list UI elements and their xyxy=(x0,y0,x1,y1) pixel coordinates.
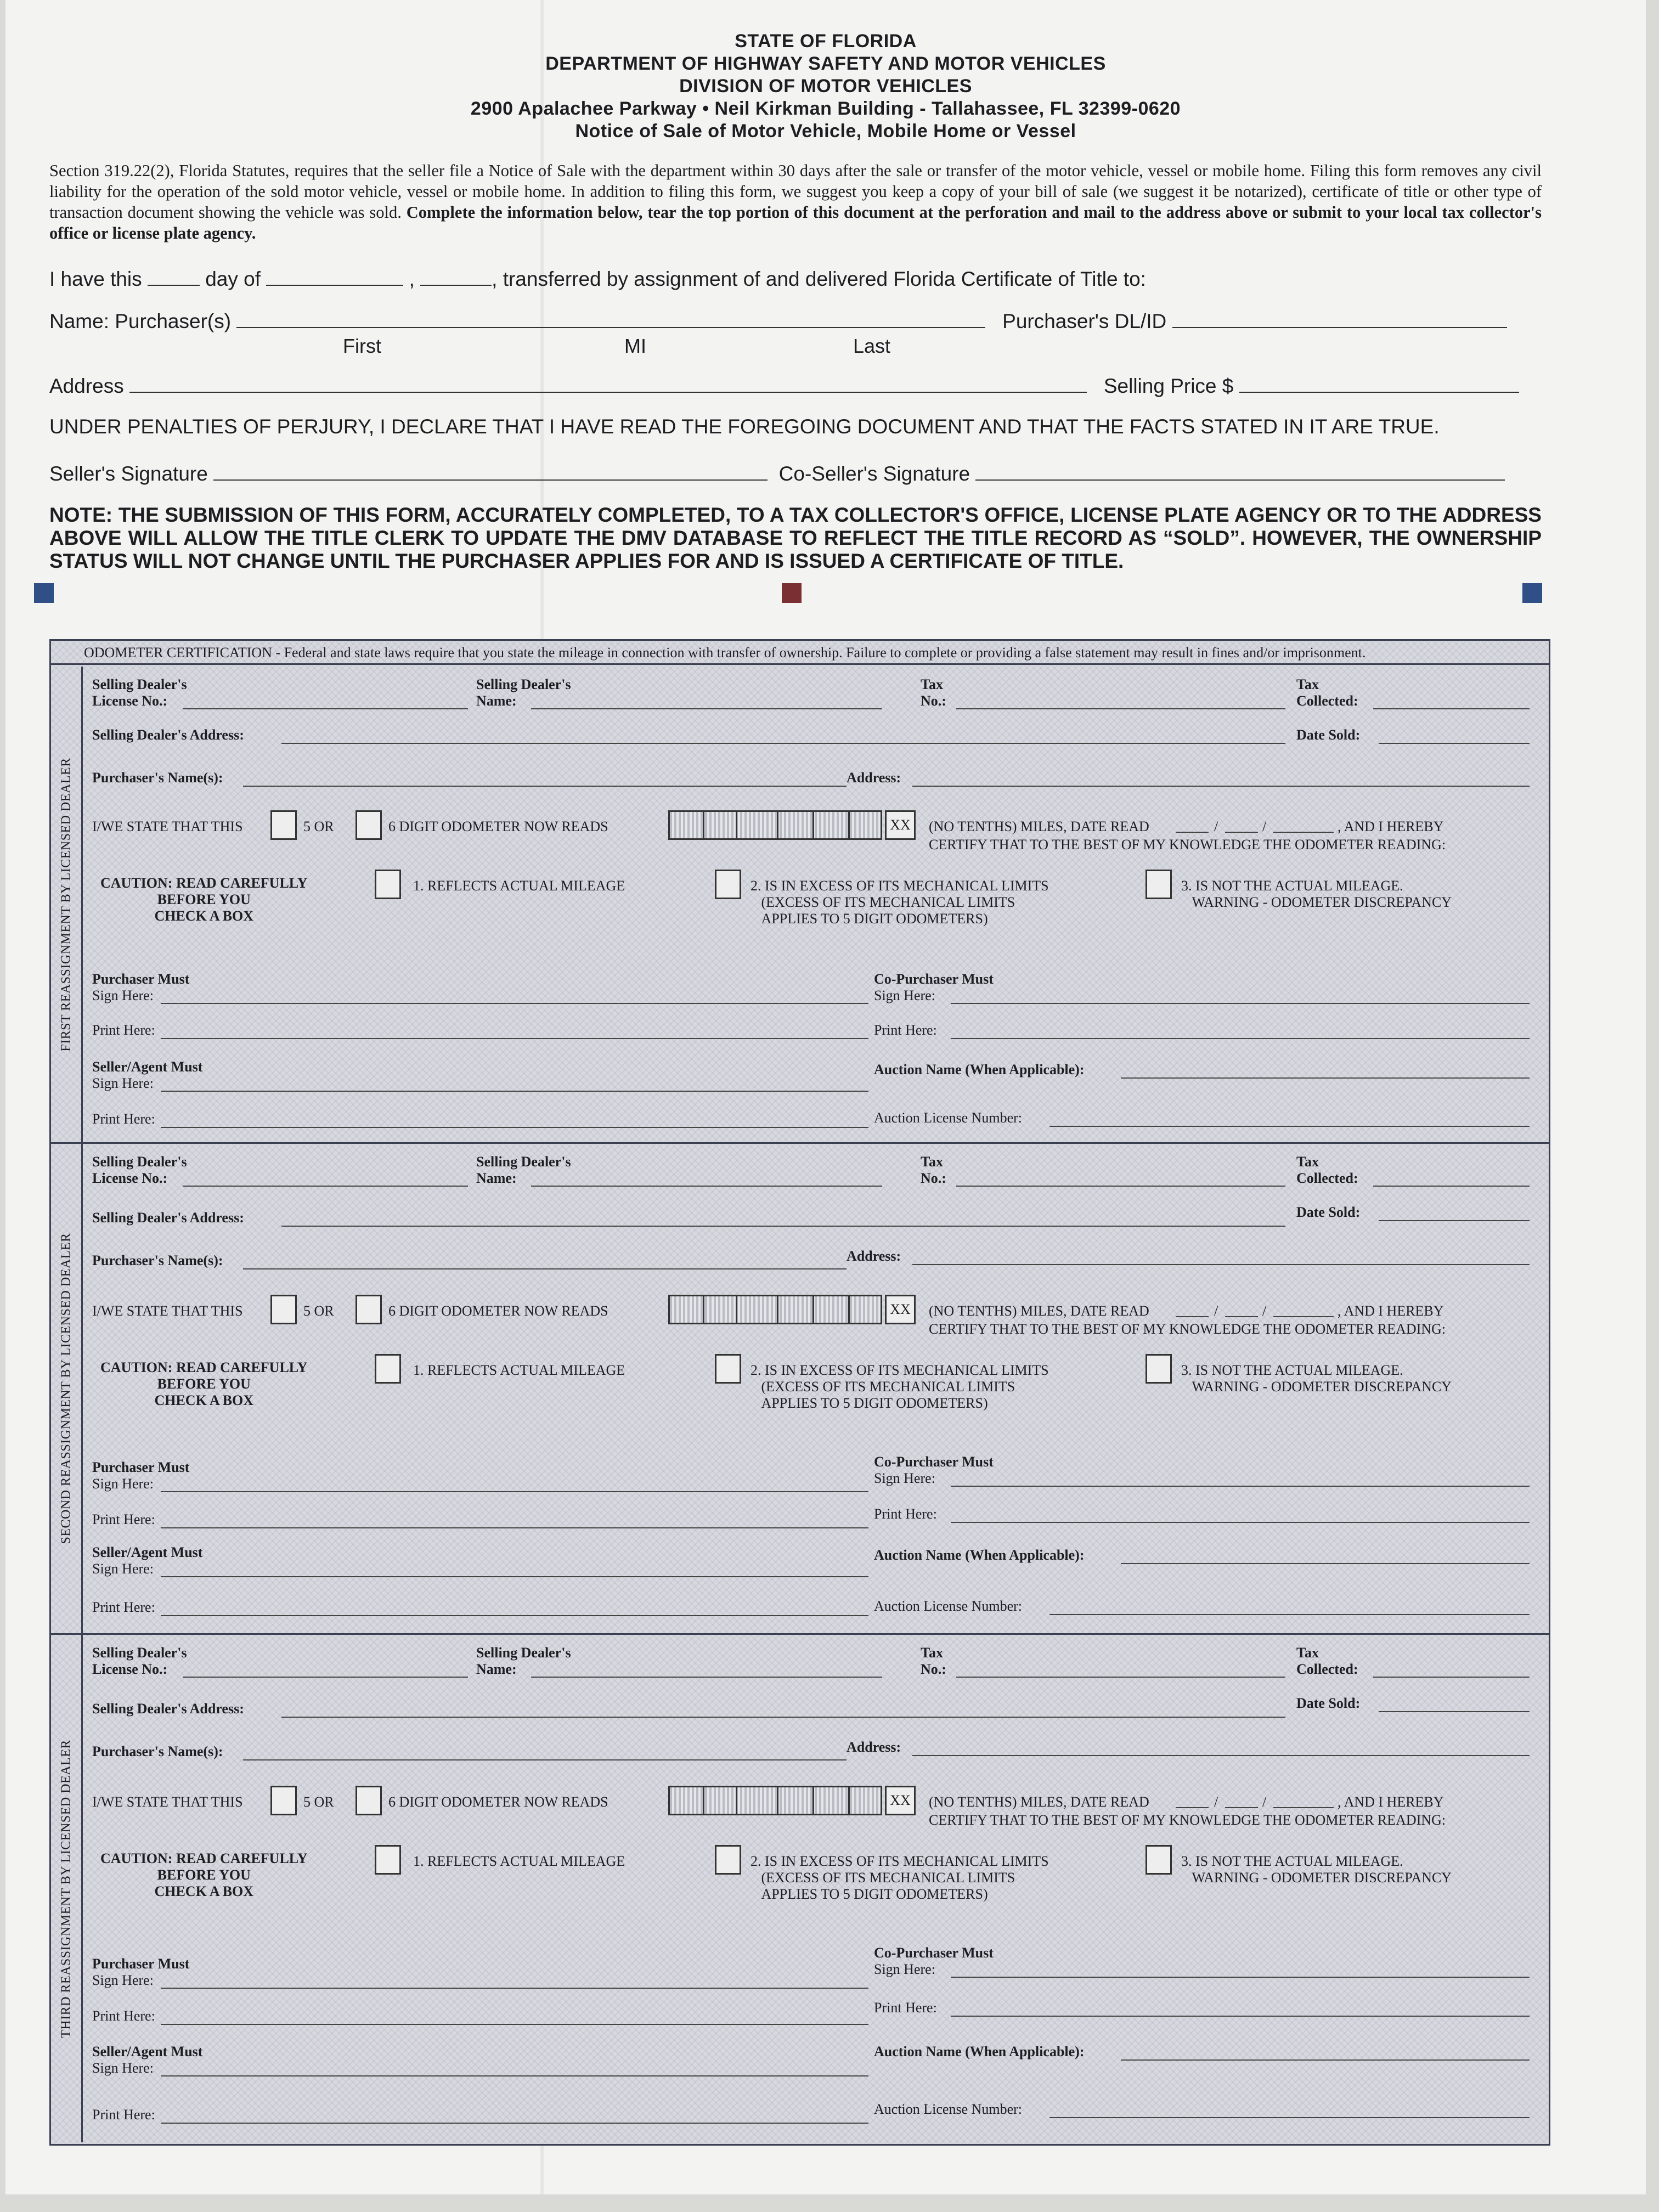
label-certify: CERTIFY THAT TO THE BEST OF MY KNOWLEDGE THE ODOMETER READING: xyxy=(929,1812,1446,1828)
label-option1: 1. REFLECTS ACTUAL MILEAGE xyxy=(413,1362,625,1378)
label-tax-no: Tax No.: xyxy=(921,1154,946,1186)
date-read-month[interactable] xyxy=(1176,831,1209,833)
six-digit-checkbox[interactable] xyxy=(356,810,382,840)
sd-name-field[interactable] xyxy=(531,1676,882,1678)
label-option3: 3. IS NOT THE ACTUAL MILEAGE. WARNING - ODOMETER DISCREPANCY xyxy=(1181,1362,1452,1395)
tax-no-field[interactable] xyxy=(956,1185,1285,1187)
copurchaser-sign-field[interactable] xyxy=(951,1485,1530,1487)
date-read-year[interactable] xyxy=(1273,831,1334,833)
label-date-sold: Date Sold: xyxy=(1296,1204,1361,1220)
date-sep: / xyxy=(1262,1794,1267,1810)
label-we-state: I/WE STATE THAT THIS xyxy=(92,1303,243,1319)
label-print-here: Print Here: xyxy=(92,1022,155,1038)
label-purchaser-names: Purchaser's Name(s): xyxy=(92,1252,223,1268)
label-certify: CERTIFY THAT TO THE BEST OF MY KNOWLEDGE THE ODOMETER READING: xyxy=(929,1321,1446,1337)
label-option2: 2. IS IN EXCESS OF ITS MECHANICAL LIMITS (EXCESS OF ITS MECHANICAL LIMITS APPLIES TO 5 DIGIT ODOMETERS) xyxy=(751,1853,1049,1902)
label-last: Last xyxy=(853,335,891,357)
five-digit-checkbox[interactable] xyxy=(270,810,297,840)
label-sd-license: Selling Dealer's License No.: xyxy=(92,1645,187,1677)
option2-checkbox[interactable] xyxy=(715,1354,741,1384)
statute-instructions: Complete the information below, tear the top portion of this document at the perforation and mail to the address above or submit to your local tax collector's office or license plate agency. xyxy=(49,203,1542,242)
label-print-here: Print Here: xyxy=(874,1506,937,1522)
purchaser-name-row xyxy=(49,310,1507,333)
auction-name-field[interactable] xyxy=(1121,1077,1530,1079)
label-print-here: Print Here: xyxy=(92,2107,155,2123)
label-print-here: Print Here: xyxy=(92,2008,155,2024)
year-field[interactable] xyxy=(420,284,492,286)
address-field[interactable] xyxy=(129,391,1087,393)
option1-checkbox[interactable] xyxy=(375,870,401,899)
five-digit-checkbox[interactable] xyxy=(270,1786,297,1815)
auction-license-field[interactable] xyxy=(1049,1125,1530,1127)
statute-text: Section 319.22(2), Florida Statutes, requires that the seller file a Notice of Sale with the department within 30 days after the sale or transfer of the motor vehicle, vessel or mobile home. Filing this form removes any civil liability for the operation of the sold motor vehicle, vessel or mobile home. In addition to filing this form, we suggest you keep a copy of your bill of sale (we suggest it be notarized), certificate of title or other type of transaction document showing the vehicle was sold. xyxy=(49,161,1542,222)
label-print-here: Print Here: xyxy=(92,1599,155,1615)
purchaser-sign-field[interactable] xyxy=(161,1491,868,1492)
label-sd-address: Selling Dealer's Address: xyxy=(92,1701,244,1717)
header-form-title: Notice of Sale of Motor Vehicle, Mobile Home or Vessel xyxy=(575,121,1076,142)
side-label-text: SECOND REASSIGNMENT BY LICENSED DEALER xyxy=(59,1233,73,1544)
copurchaser-print-field[interactable] xyxy=(951,1037,1530,1039)
label-six-digit: 6 DIGIT ODOMETER NOW READS xyxy=(388,819,608,834)
purchaser-names-field[interactable] xyxy=(243,1759,847,1760)
label-auction-name: Auction Name (When Applicable): xyxy=(874,1062,1085,1077)
date-sold-field[interactable] xyxy=(1379,1711,1530,1712)
auction-name-field[interactable] xyxy=(1121,1562,1530,1564)
label-no-tenths: (NO TENTHS) MILES, DATE READ xyxy=(929,819,1149,834)
label-we-state: I/WE STATE THAT THIS xyxy=(92,1794,243,1810)
label-date-sold: Date Sold: xyxy=(1296,1695,1361,1711)
purchaser-address-field[interactable] xyxy=(912,1754,1530,1756)
label-address: Address: xyxy=(847,770,901,786)
option2-checkbox[interactable] xyxy=(715,1845,741,1875)
label-day-of: day of xyxy=(205,268,261,290)
sd-license-field[interactable] xyxy=(183,1185,468,1187)
tenths-xx: XX xyxy=(885,1786,916,1815)
purchaser-names-field[interactable] xyxy=(243,1268,847,1269)
odometer-title: ODOMETER CERTIFICATION - Federal and state laws require that you state the mileage in connection with transfer of ownership. Failure to complete or providing a false statement may result in fines and/or imprisonment. xyxy=(51,641,1549,665)
seller-sign-field[interactable] xyxy=(161,1090,868,1092)
label-copurchaser-must: Co-Purchaser Must Sign Here: xyxy=(874,1454,994,1486)
label-seller-agent-must: Seller/Agent Must Sign Here: xyxy=(92,1544,203,1577)
purchaser-print-field[interactable] xyxy=(161,1037,868,1039)
label-purchaser-must: Purchaser Must Sign Here: xyxy=(92,1956,190,1988)
form-header xyxy=(5,30,1646,143)
label-sd-name: Selling Dealer's Name: xyxy=(476,1154,571,1186)
option1-checkbox[interactable] xyxy=(375,1354,401,1384)
label-transferred: , transferred by assignment of and delivered Florida Certificate of Title to: xyxy=(492,268,1146,290)
reassignment-section-2 xyxy=(51,1144,1549,1635)
blue-marker-right xyxy=(1522,583,1542,603)
month-field[interactable] xyxy=(266,284,403,286)
tax-no-field[interactable] xyxy=(956,1676,1285,1678)
reassignment-section-1 xyxy=(51,667,1549,1144)
label-tax-collected: Tax Collected: xyxy=(1296,1645,1358,1677)
blue-marker-left xyxy=(34,583,54,603)
label-seller-agent-must: Seller/Agent Must Sign Here: xyxy=(92,1059,203,1091)
label-option1: 1. REFLECTS ACTUAL MILEAGE xyxy=(413,878,625,894)
address-row xyxy=(49,375,1519,398)
seller-print-field[interactable] xyxy=(161,1126,868,1128)
section-side-label xyxy=(51,1144,83,1633)
red-marker-center xyxy=(782,583,802,603)
date-read-year[interactable] xyxy=(1273,1807,1334,1808)
label-auction-license: Auction License Number: xyxy=(874,1110,1023,1126)
label-sd-license: Selling Dealer's License No.: xyxy=(92,676,187,709)
label-seller-agent-must: Seller/Agent Must Sign Here: xyxy=(92,2044,203,2076)
header-address: 2900 Apalachee Parkway • Neil Kirkman Building - Tallahassee, FL 32399-0620 xyxy=(470,98,1181,119)
coseller-signature-field[interactable] xyxy=(975,479,1505,481)
signature-row xyxy=(49,462,1505,486)
label-certify: CERTIFY THAT TO THE BEST OF MY KNOWLEDGE THE ODOMETER READING: xyxy=(929,837,1446,853)
label-purchaser-names: Purchaser's Name(s): xyxy=(92,770,223,786)
copurchaser-print-field[interactable] xyxy=(951,2015,1530,2017)
option2-checkbox[interactable] xyxy=(715,870,741,899)
label-five-or: 5 OR xyxy=(303,1794,334,1810)
label-option1: 1. REFLECTS ACTUAL MILEAGE xyxy=(413,1853,625,1869)
label-copurchaser-must: Co-Purchaser Must Sign Here: xyxy=(874,971,994,1003)
label-print-here: Print Here: xyxy=(92,1511,155,1527)
option3-checkbox[interactable] xyxy=(1146,1845,1172,1875)
header-division: DIVISION OF MOTOR VEHICLES xyxy=(679,76,972,97)
label-we-state: I/WE STATE THAT THIS xyxy=(92,819,243,834)
label-first: First xyxy=(343,335,381,357)
label-auction-name: Auction Name (When Applicable): xyxy=(874,2044,1085,2059)
label-address: Address xyxy=(49,375,124,397)
tax-no-field[interactable] xyxy=(956,708,1285,709)
label-tax-no: Tax No.: xyxy=(921,1645,946,1677)
tax-collected-field[interactable] xyxy=(1373,1185,1530,1187)
copurchaser-print-field[interactable] xyxy=(951,1521,1530,1523)
seller-print-field[interactable] xyxy=(161,2122,868,2124)
seller-signature-field[interactable] xyxy=(213,479,768,481)
sd-license-field[interactable] xyxy=(183,708,468,709)
option1-checkbox[interactable] xyxy=(375,1845,401,1875)
label-print-here: Print Here: xyxy=(874,2000,937,2016)
purchaser-sign-field[interactable] xyxy=(161,1002,868,1004)
label-option3: 3. IS NOT THE ACTUAL MILEAGE. WARNING - ODOMETER DISCREPANCY xyxy=(1181,878,1452,910)
section-side-label xyxy=(51,667,83,1142)
reassignment-section-3 xyxy=(51,1635,1549,2142)
purchaser-print-field[interactable] xyxy=(161,1527,868,1528)
copurchaser-sign-field[interactable] xyxy=(951,1976,1530,1978)
sd-address-field[interactable] xyxy=(281,1225,1285,1227)
caution-text: CAUTION: READ CAREFULLY BEFORE YOU CHECK A BOX xyxy=(100,875,308,924)
label-tax-collected: Tax Collected: xyxy=(1296,676,1358,709)
option3-checkbox[interactable] xyxy=(1146,1354,1172,1384)
label-six-digit: 6 DIGIT ODOMETER NOW READS xyxy=(388,1794,608,1810)
purchaser-print-field[interactable] xyxy=(161,2023,868,2025)
label-purchaser-must: Purchaser Must Sign Here: xyxy=(92,971,190,1003)
label-address: Address: xyxy=(847,1248,901,1264)
side-label-text: THIRD REASSIGNMENT BY LICENSED DEALER xyxy=(59,1739,73,2038)
date-sep: / xyxy=(1262,819,1267,834)
form-page xyxy=(5,0,1646,2194)
label-auction-name: Auction Name (When Applicable): xyxy=(874,1547,1085,1563)
label-sd-address: Selling Dealer's Address: xyxy=(92,1210,244,1226)
purchaser-dl-field[interactable] xyxy=(1172,326,1507,328)
label-seller-signature: Seller's Signature xyxy=(49,462,208,485)
label-mi: MI xyxy=(624,335,646,357)
label-selling-price: Selling Price $ xyxy=(1103,375,1234,397)
label-no-tenths: (NO TENTHS) MILES, DATE READ xyxy=(929,1794,1149,1810)
purchaser-names-field[interactable] xyxy=(243,785,847,787)
label-address: Address: xyxy=(847,1739,901,1755)
six-digit-checkbox[interactable] xyxy=(356,1295,382,1324)
transfer-row xyxy=(49,268,1146,291)
header-department: DEPARTMENT OF HIGHWAY SAFETY AND MOTOR VEHICLES xyxy=(545,53,1106,74)
label-purchaser-dl: Purchaser's DL/ID xyxy=(1002,310,1167,332)
label-no-tenths: (NO TENTHS) MILES, DATE READ xyxy=(929,1303,1149,1319)
purchaser-address-field[interactable] xyxy=(912,1263,1530,1265)
purchaser-name-field[interactable] xyxy=(236,326,985,328)
section-side-label xyxy=(51,1635,83,2142)
label-comma: , xyxy=(409,268,415,290)
label-tax-no: Tax No.: xyxy=(921,676,946,709)
label-purchaser-names: Purchaser's Name(s): xyxy=(92,1743,223,1759)
odometer-digits[interactable] xyxy=(668,810,882,840)
odometer-digits[interactable] xyxy=(668,1786,882,1815)
date-read-day[interactable] xyxy=(1225,1807,1258,1808)
label-auction-license: Auction License Number: xyxy=(874,2101,1023,2117)
sd-license-field[interactable] xyxy=(183,1676,468,1678)
label-copurchaser-must: Co-Purchaser Must Sign Here: xyxy=(874,1945,994,1977)
note-paragraph: NOTE: THE SUBMISSION OF THIS FORM, ACCURATELY COMPLETED, TO A TAX COLLECTOR'S OFFICE, LICENSE PLATE AGENCY OR TO THE ADDRESS ABOVE WILL ALLOW THE TITLE CLERK TO UPDATE THE DMV DATABASE TO REFLECT THE TITLE RECORD AS “SOLD”. HOWEVER, THE OWNERSHIP STATUS WILL NOT CHANGE UNTIL THE PURCHASER APPLIES FOR AND IS ISSUED A CERTIFICATE OF TITLE. xyxy=(49,504,1542,572)
copurchaser-sign-field[interactable] xyxy=(951,1002,1530,1004)
purchaser-sign-field[interactable] xyxy=(161,1987,868,1989)
label-print-here: Print Here: xyxy=(874,1022,937,1038)
label-sd-license: Selling Dealer's License No.: xyxy=(92,1154,187,1186)
sd-address-field[interactable] xyxy=(281,1716,1285,1718)
odometer-certification-form xyxy=(49,639,1550,2146)
label-sd-address: Selling Dealer's Address: xyxy=(92,727,244,743)
label-hereby: , AND I HEREBY xyxy=(1338,1794,1444,1810)
date-sold-field[interactable] xyxy=(1379,1220,1530,1221)
date-sep: / xyxy=(1214,1794,1218,1810)
label-name-purchaser: Name: Purchaser(s) xyxy=(49,310,232,332)
auction-name-field[interactable] xyxy=(1121,2059,1530,2061)
seller-sign-field[interactable] xyxy=(161,1576,868,1577)
side-label-text: FIRST REASSIGNMENT BY LICENSED DEALER xyxy=(59,757,73,1052)
option3-checkbox[interactable] xyxy=(1146,870,1172,899)
label-option3: 3. IS NOT THE ACTUAL MILEAGE. WARNING - ODOMETER DISCREPANCY xyxy=(1181,1853,1452,1886)
seller-print-field[interactable] xyxy=(161,1615,868,1616)
label-sd-name: Selling Dealer's Name: xyxy=(476,676,571,709)
sd-address-field[interactable] xyxy=(281,742,1285,744)
date-sep: / xyxy=(1214,819,1218,834)
tenths-xx: XX xyxy=(885,810,916,840)
label-option2: 2. IS IN EXCESS OF ITS MECHANICAL LIMITS (EXCESS OF ITS MECHANICAL LIMITS APPLIES TO 5 DIGIT ODOMETERS) xyxy=(751,1362,1049,1411)
label-tax-collected: Tax Collected: xyxy=(1296,1154,1358,1186)
date-read-day[interactable] xyxy=(1225,831,1258,833)
tax-collected-field[interactable] xyxy=(1373,708,1530,709)
perjury-statement: UNDER PENALTIES OF PERJURY, I DECLARE THAT I HAVE READ THE FOREGOING DOCUMENT AND THAT THE FACTS STATED IN IT ARE TRUE. xyxy=(49,415,1440,438)
odometer-digits[interactable] xyxy=(668,1295,882,1324)
label-five-or: 5 OR xyxy=(303,819,334,834)
date-read-year[interactable] xyxy=(1273,1316,1334,1317)
label-sd-name: Selling Dealer's Name: xyxy=(476,1645,571,1677)
date-read-day[interactable] xyxy=(1225,1316,1258,1317)
auction-license-field[interactable] xyxy=(1049,1613,1530,1615)
seller-sign-field[interactable] xyxy=(161,2075,868,2076)
sd-name-field[interactable] xyxy=(531,1185,882,1187)
label-print-here: Print Here: xyxy=(92,1111,155,1127)
auction-license-field[interactable] xyxy=(1049,2117,1530,2118)
five-digit-checkbox[interactable] xyxy=(270,1295,297,1324)
header-state: STATE OF FLORIDA xyxy=(735,31,917,52)
label-have-this: I have this xyxy=(49,268,142,290)
label-option2: 2. IS IN EXCESS OF ITS MECHANICAL LIMITS (EXCESS OF ITS MECHANICAL LIMITS APPLIES TO 5 DIGIT ODOMETERS) xyxy=(751,878,1049,927)
date-sep: / xyxy=(1262,1303,1267,1319)
tax-collected-field[interactable] xyxy=(1373,1676,1530,1678)
label-auction-license: Auction License Number: xyxy=(874,1598,1023,1614)
purchaser-address-field[interactable] xyxy=(912,785,1530,787)
date-sep: / xyxy=(1214,1303,1218,1319)
date-read-month[interactable] xyxy=(1176,1316,1209,1317)
label-hereby: , AND I HEREBY xyxy=(1338,1303,1444,1319)
label-six-digit: 6 DIGIT ODOMETER NOW READS xyxy=(388,1303,608,1319)
tenths-xx: XX xyxy=(885,1295,916,1324)
label-five-or: 5 OR xyxy=(303,1303,334,1319)
statute-paragraph xyxy=(49,160,1542,244)
caution-text: CAUTION: READ CAREFULLY BEFORE YOU CHECK A BOX xyxy=(100,1850,308,1899)
selling-price-field[interactable] xyxy=(1239,391,1519,393)
label-coseller-signature: Co-Seller's Signature xyxy=(778,462,970,485)
caution-text: CAUTION: READ CAREFULLY BEFORE YOU CHECK A BOX xyxy=(100,1359,308,1408)
label-date-sold: Date Sold: xyxy=(1296,727,1361,743)
label-hereby: , AND I HEREBY xyxy=(1338,819,1444,834)
date-sold-field[interactable] xyxy=(1379,742,1530,744)
day-field[interactable] xyxy=(148,284,200,286)
six-digit-checkbox[interactable] xyxy=(356,1786,382,1815)
label-purchaser-must: Purchaser Must Sign Here: xyxy=(92,1459,190,1492)
sd-name-field[interactable] xyxy=(531,708,882,709)
date-read-month[interactable] xyxy=(1176,1807,1209,1808)
